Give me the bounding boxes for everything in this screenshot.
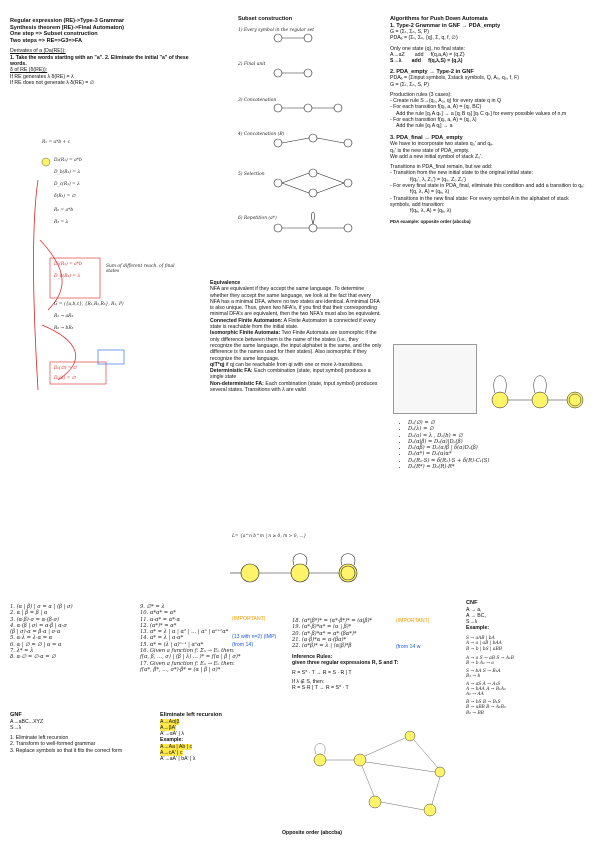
- left-rec-ex: A→cA' | c: [160, 750, 183, 757]
- s2-rule: - For each transition f(qᵢ, a, A) = (qⱼ, λ): [390, 117, 477, 124]
- s3-text: - Transitions in the new final state: For every symbol A in the alphabet of stack symbols, add transition:: [390, 195, 569, 208]
- hand-line: Dₐ(R₁) = a*b: [54, 158, 82, 163]
- hand-line: D_b(R₂) = λ: [54, 274, 81, 279]
- identity: 19. (α*·β)*α* = (α | β)*: [292, 624, 352, 631]
- deriv-rule: • Dₐ(λ) = ∅: [408, 426, 580, 432]
- header-line: Regular expression (RE)->Type-3 Grammar: [10, 18, 125, 24]
- hand-line: δ(R₁) = ∅: [54, 194, 76, 199]
- gnf-step: 3. Replace symbols so that it fits the correct form: [10, 747, 123, 754]
- s3-text: Transitions in PDA_final remain, but we add:: [390, 164, 493, 171]
- hand-line: R₁ = a*b + c: [42, 140, 71, 145]
- pda-example-table: [393, 344, 477, 414]
- term: Connected Finite Automaton:: [210, 317, 283, 324]
- s2-title: 2. PDA_empty → Type-2 in GNF: [390, 68, 474, 75]
- cnf-hand: B → b | bS | aBB: [466, 646, 502, 652]
- identity: 10. α*α* = α*: [140, 610, 176, 617]
- s3-text: - For every final state in PDA_final, eliminate this condition and add a transition to qₑ:: [390, 183, 585, 190]
- inference-rule: If λ ∉ S, then:: [292, 678, 325, 685]
- s1-pda: PDAₑ = (Σₜ, Σₙ, {q}, Σ, q, f, ∅): [390, 35, 458, 42]
- s2-rule: - Create rule S→(q₀, A₀, q) for every state q in Q: [390, 98, 501, 105]
- cnf-block: [466, 600, 591, 716]
- cnf-hand: B₁ → b: [466, 674, 481, 680]
- deriv-rule: • Dₐ(R*) = Dₐ(R)·R*: [408, 464, 580, 470]
- hand-line: R₁ → aR₂: [54, 314, 74, 319]
- identity: 4. α·(β | σ) = α·β | α·σ: [10, 622, 67, 629]
- identity: 22. (α*β)* = λ | (α|β)*β: [292, 643, 352, 650]
- identity: 9. ∅* = λ: [140, 604, 165, 610]
- s3-text: f(q, λ, A) = (qₑ, λ): [410, 189, 450, 196]
- cnf-hand: A → aS A → A₁S: [466, 681, 501, 687]
- s1-grammar: G = (Σₜ, Σₙ, S, P): [390, 29, 429, 36]
- definition: A Finite Automaton is connected if every state is reachable from the initial state.: [210, 317, 376, 331]
- identity: 8. α·∅ = ∅·α = ∅: [10, 654, 56, 661]
- left-rec-block: [160, 712, 270, 763]
- definition: Two Finite Automata are isomorphic if the only difference between them is the name of the states (i.e., they recognize the same language, the input alphabet is the same, and the only difference is the names used for their states). Also isomorphic if they recognize the same language.: [210, 330, 382, 362]
- identity: 15. α* = (λ | α)ⁿ⁻¹ | αⁿα*: [140, 641, 204, 648]
- from14-label: (from 14 w: [396, 644, 421, 650]
- hand-line: R₂ = a*b: [54, 208, 74, 213]
- deriv-rule: • Dₐ(∅) = ∅: [408, 420, 580, 426]
- important-label: (IMPORTANT): [232, 616, 266, 622]
- header-line: Synthesis theorem (RE)->Final Automaton): [10, 24, 125, 31]
- identities-a: [10, 604, 140, 661]
- subset-diagrams: [238, 28, 388, 248]
- subset-step: 1) Every symbol in the regular set: [238, 28, 314, 33]
- red-arrow: [42, 325, 76, 380]
- identity: 2. α | β = β | α: [10, 610, 48, 617]
- identity: 3. (α·β)·σ = α·(β·σ): [10, 616, 60, 623]
- left-rec-example: Example:: [160, 737, 184, 744]
- s2-rule: - For each transition f(qᵢ, a, A) = (qⱼ, BC): [390, 104, 482, 111]
- left-rec-ex: A→Aa | Ab | c: [160, 743, 193, 750]
- s2-pda: PDAₑ = (Σinput symbols, Σstack symbols, Q, A₀, q₀, f, F): [390, 75, 519, 82]
- cnf-hand: A₂ → AA: [466, 692, 484, 698]
- identity: f(α, β, ..., σ) | (β | λ) ... )* = f(α | β | σ)*: [140, 654, 241, 661]
- gnf-title: GNF: [10, 712, 22, 718]
- left-rec-ex: A'→aA' | bA' | λ: [160, 756, 196, 763]
- definition: Each combination (state, input symbol) produces several states. Transitions with λ are valid: [210, 380, 378, 394]
- term: Deterministic FA:: [210, 368, 253, 375]
- definition: Each combination (state, input symbol) produces a single state: [210, 368, 371, 381]
- pda-title: Algorithms for Push Down Automata: [390, 16, 488, 22]
- identity: 5. α·λ = λ·α = α: [10, 635, 53, 642]
- inference-rules: [292, 654, 442, 691]
- inference-subtitle: given three regular expressions R, S and T:: [292, 660, 399, 667]
- fa-diagram: [228, 540, 368, 595]
- hand-line: Dₐ(∅) = ∅: [54, 366, 77, 371]
- term: Non-deterministic FA:: [210, 380, 264, 387]
- subset-title: Subset construction: [238, 16, 293, 22]
- cnf-hand: S → bA S → B₁A: [466, 668, 501, 674]
- deriv-rule: • Dₐ(αβ) = Dₐ(α)β | δ(α)Dₐ(β): [408, 445, 580, 451]
- s2-rule: Add the rule [qᵢ A qⱼ] → a: [396, 123, 453, 130]
- identity: 21. (α·β)*α = α·(βα)*: [292, 636, 347, 643]
- gnf-block: [10, 712, 150, 754]
- identity: 13. α* = λ | α | α² | ... | αⁿ | αⁿ⁺¹α*: [140, 629, 229, 636]
- identity: 16. Given a function f: Σₙ → Eₙ then:: [140, 648, 235, 655]
- cnf-rule: S→λ: [466, 619, 478, 626]
- yellow-node: [42, 158, 50, 166]
- note-14: (from 14): [232, 642, 254, 648]
- s3-text: - Transition from the new initial state to the original initial state:: [390, 170, 534, 177]
- s2-grammar: G = (Σₜ, Σₙ, S, P): [390, 81, 429, 88]
- s3-text: f(q₀', λ, Z₀') = (q₀, Z₀ Z₀'): [410, 176, 466, 183]
- subset-step: 6) Repetition (a*): [238, 216, 277, 221]
- gnf-rule: S→λ: [10, 724, 22, 731]
- subset-step: 2) Final unit: [238, 62, 266, 67]
- derivates-title: Derivates of a (Da(RE)):: [10, 48, 66, 55]
- handwritten-derivation: [28, 140, 203, 400]
- cnf-hand: A → bAA A → B₁A₂: [466, 687, 506, 693]
- identity: f(α*, β*, ..., σ*)·β* = (α | β | σ)*: [140, 666, 221, 673]
- term: qiT*qj: [210, 361, 225, 368]
- subset-step: 5) Selection: [238, 172, 265, 177]
- definition: NFA are equivalent if they accept the same language. To determine whether they accept the same language, we look at the fact that every NFA has a minimal DFA, where no two states are identical. A minimal DFA is also unique. Thus, given two NFA's, if you find that their corresponding minimal DFA's are equivalent, then the two NFA's must also be equivalent.: [210, 286, 381, 318]
- left-rec-rule: A→βA': [160, 724, 177, 731]
- s1-row: S→λ add f(q,λ,S) = (q,λ): [390, 58, 463, 65]
- delta-title: δ of RE (δ(RE)):: [10, 67, 48, 74]
- left-rec-title: Eliminate left recursion: [160, 712, 222, 718]
- identity: 11. α·α* = α*·α: [140, 616, 181, 623]
- s2-prod: Production rules (3 cases):: [390, 91, 452, 98]
- red-bracket: [34, 180, 39, 390]
- deriv-rule: • Dₐ(R₁·S) = δ(R₁)·S + δ(R)·C₁(S): [408, 458, 580, 464]
- left-rec-rule: A→Aα|β: [160, 718, 180, 725]
- pda-section: [390, 16, 590, 225]
- equivalence-block: [210, 280, 382, 393]
- identity: 7. λ* = λ: [10, 648, 34, 655]
- deriv-rules-list: [400, 420, 580, 470]
- s3-text: We add a new initial symbol of stack Z₀'.: [390, 153, 483, 160]
- definition: if qj can be reachable from qi with one or more λ-transitions.: [225, 361, 364, 368]
- left-rec-rule: A'→αA' | λ: [160, 731, 184, 738]
- hand-line: Dₐ(R₂) = a*b: [54, 262, 82, 267]
- identity: 6. α | ∅ = ∅ | α = α: [10, 641, 62, 648]
- cnf-hand: B → bS B → B₁S: [466, 699, 501, 705]
- cnf-hand: B → aBB B → A₁B₂: [466, 705, 506, 711]
- hand-line: R₃ = λ: [54, 220, 69, 225]
- identity: 18. (α*|β*)* = (α*·β*)* = (α|β)*: [292, 618, 373, 624]
- subset-step: 4) Concatenation (B): [238, 132, 285, 137]
- identity: 20. (α*·β)*α* = α*·(βα*)*: [292, 630, 357, 637]
- subset-step: 3) Concatenation: [238, 98, 277, 103]
- cnf-rule: A → BC,: [466, 612, 486, 619]
- subset-construction: [238, 16, 388, 23]
- inference-title: Inference Rules:: [292, 654, 333, 660]
- gnf-step: 1. Eliminate left recursion: [10, 735, 69, 742]
- important-label-2: (IMPORTANT): [396, 618, 430, 624]
- pda-example-diagram: [480, 340, 590, 420]
- hand-line: G = ({a,b,c}, {R₁,R₂,R₃}, R₁, P): [54, 302, 124, 307]
- col1-header: [10, 18, 205, 86]
- cnf-hand: A → a | aB | bAA: [466, 641, 502, 647]
- hand-line: D_c(R₁) = λ: [54, 182, 80, 187]
- note-13: (13 with n=2) (IMP): [232, 634, 277, 640]
- identity: (β | σ)·α = β·α | σ·α: [10, 629, 61, 636]
- identity: 17. Given a function f: Eₙ → Eₙ then:: [140, 660, 235, 667]
- hand-line: R₂ → bR₃: [54, 326, 74, 331]
- side-note: Sum of different reach. of final states: [106, 264, 175, 275]
- hand-line: Dₐ(λ) = ∅: [54, 376, 76, 381]
- s3-text: q₀' is the new state of PDA_empty.: [390, 147, 470, 154]
- delta-rule-2: If RE does not generate λ δ(RE) = ∅: [10, 79, 95, 86]
- header-line: Two steps => RE=>G3=>FA: [10, 37, 83, 44]
- cnf-example: Example:: [466, 625, 490, 632]
- s2-rule: Add the rule [qᵢ A qₖ] → a [qⱼ B qₗ] [qₗ C qₖ] for every possible values of n,m: [396, 110, 567, 117]
- bottom-caption: Opposite order (abccba): [282, 830, 342, 836]
- header-line: One step => Subset construction: [10, 31, 98, 38]
- deriv-rule: • Dₐ(α*) = Dₐ(α)α*: [408, 451, 580, 457]
- gnf-rule: A→aBC...XYZ: [10, 718, 44, 725]
- s1-title: 1. Type-2 Grammar in GNF → PDA_empty: [390, 22, 501, 29]
- identity: 12. (α*)* = α*: [140, 622, 177, 629]
- derivates-rule: 1. Take the words starting with an "a". 2. Eliminate the initial "a" of these words.: [10, 54, 189, 67]
- term: Isomorphic Finite Automata:: [210, 330, 281, 337]
- deriv-rule: • Dₐ(a) = λ , Dₐ(b) = ∅: [408, 433, 580, 439]
- fa-caption: L= {a^n b^m | n ≥ 0, m > 0, ...}: [232, 534, 307, 539]
- delta-rule-1: If RE generates λ δ(RE) = λ: [10, 73, 74, 80]
- hand-line: D_b(R₁) = λ: [54, 170, 81, 175]
- cnf-hand: B₂ → BB: [466, 710, 484, 716]
- cnf-hand: S → aAB | bA: [466, 635, 495, 641]
- cnf-hand: B → b A₁ → a: [466, 661, 494, 667]
- s1-row: A→aZ add f(q,a,A) = (q,Z): [390, 52, 465, 59]
- identity: 14. α* = λ | α·α*: [140, 635, 184, 642]
- example-caption: PDA example: opposite order (abccba): [390, 218, 471, 224]
- gnf-step: 2. Transform to well-formed grammar: [10, 741, 96, 748]
- inference-rule: R = S* · T → R = S · R | T: [292, 669, 352, 676]
- term: Equivalence: [210, 280, 241, 286]
- opposite-order-diagram: [290, 722, 460, 832]
- cnf-hand: A → a S → aB S → A₁B: [466, 656, 515, 661]
- cnf-title: CNF: [466, 600, 478, 606]
- s1-only: Only one state (q), no final state:: [390, 45, 465, 52]
- cnf-rule: A → a,: [466, 606, 482, 613]
- s3-text: We have to incorporate two states q₀' and qₑ.: [390, 141, 494, 148]
- identity: 1. (α | β) | σ = α | (β | σ): [10, 604, 73, 610]
- s3-text: f(qₑ, λ, A) = (qₑ, λ): [410, 208, 452, 215]
- s3-title: 3. PDA_final → PDA_empty: [390, 134, 463, 141]
- inference-rule: R = S·R | T → R = S* · T: [292, 685, 349, 692]
- deriv-rule: • Dₐ(α|β) = Dₐ(α)|Dₐ(β): [408, 439, 580, 445]
